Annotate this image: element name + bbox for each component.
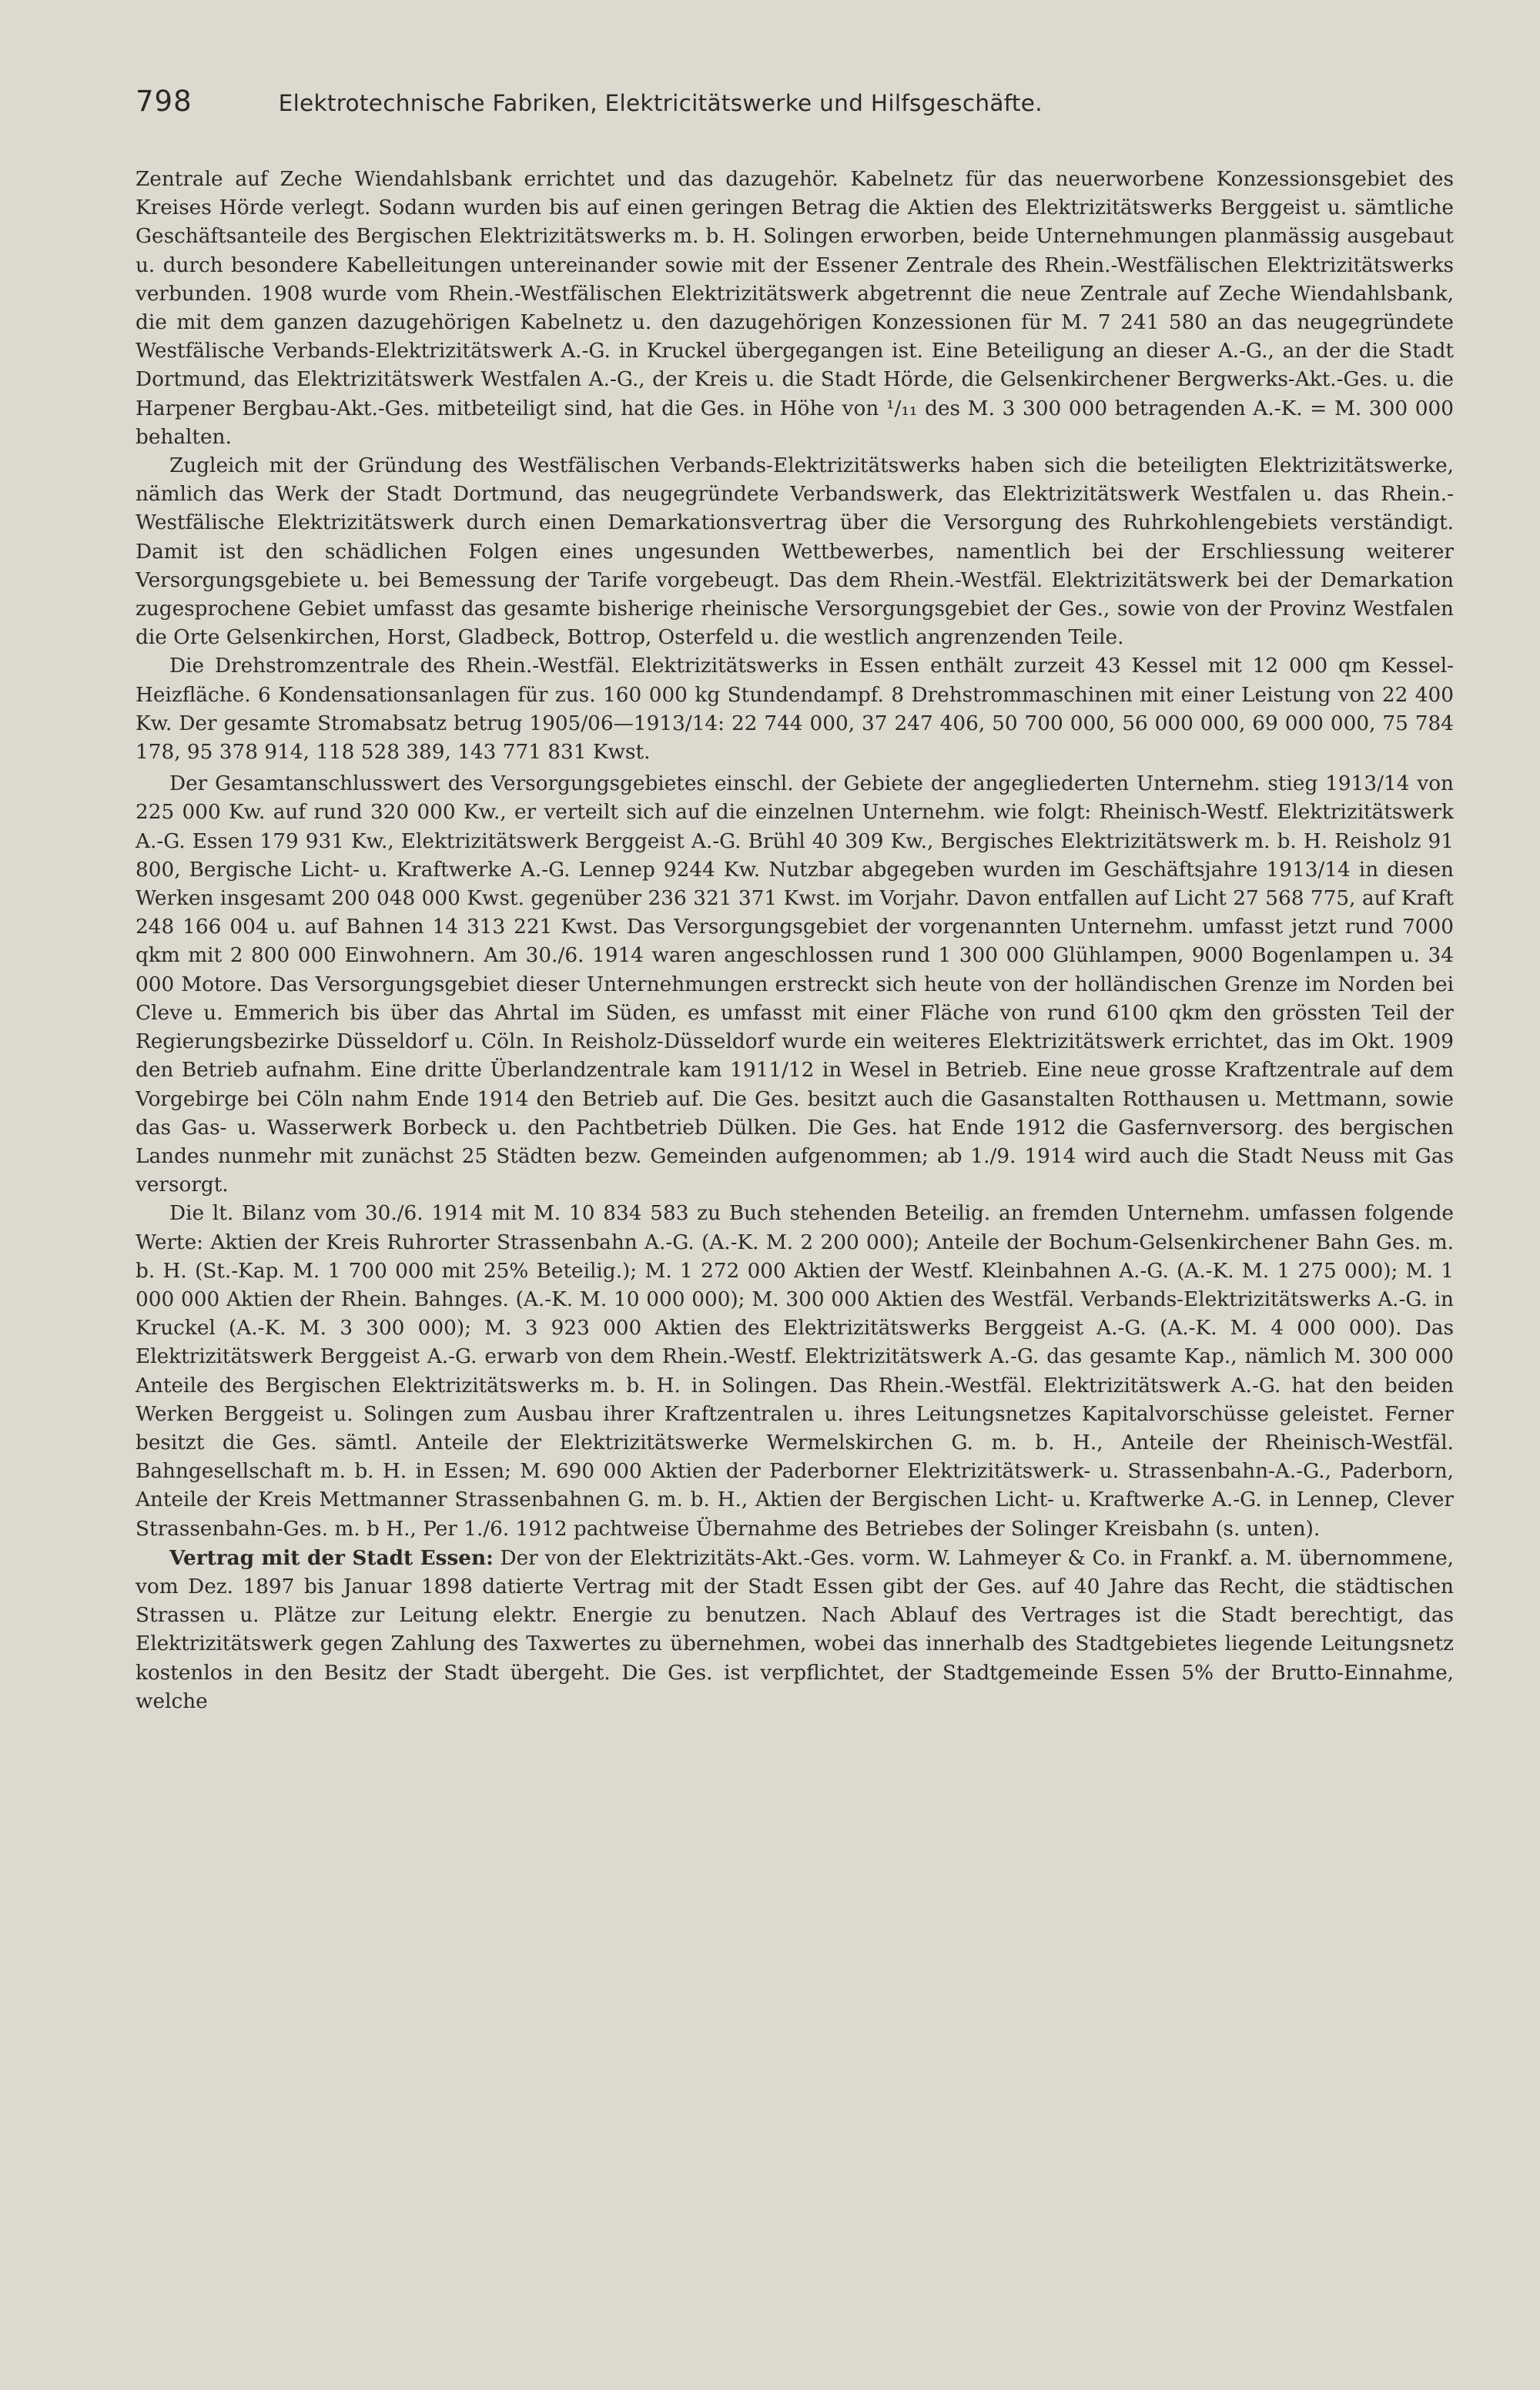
section-text: Der von der Elektrizitäts-Akt.-Ges. vorm. W. Lahmeyer & Co. in Frankf. a. M. übernommene, vom Dez. 1897 bis Januar 1898 datierte Vertrag mit der Stadt Essen gibt der Ges. auf 40 Jahre das Recht, die städtischen Strassen u. Plätze zur Leitung elektr. Energie zu benutzen. Nach Ablauf des Vertrages ist die Stadt berechtigt, das Elektrizitätswerk gegen Zahlung des Taxwertes zu übernehmen, wobei das innerhalb des Stadtgebietes liegende Leitungsnetz kostenlos in den Besitz der Stadt übergeht. Die Ges. ist verpflichtet, der Stadtgemeinde Essen 5% der Brutto-Einnahme, welche <box>136 1546 1454 1713</box>
paragraph-drehstromzentrale: Die Drehstromzentrale des Rhein.-Westfäl. Elektrizitätswerks in Essen enthält zurzeit 43 Kessel mit 12 000 qm Kessel-Heizfläche. 6 Kondensationsanlagen für zus. 160 000 kg Stundendampf. 8 Drehstrommaschinen mit einer Leistung von 22 400 Kw. Der gesamte Stromabsatz betrug 1905/06—1913/14: 22 744 000, 37 247 406, 50 700 000, 56 000 000, 69 000 000, 75 784 178, 95 378 914, 118 528 389, 143 771 831 Kwst. <box>136 654 1454 765</box>
paragraph-demarkation: Zugleich mit der Gründung des Westfälischen Verbands-Elektrizitätswerks haben sich die beteiligten Elektrizitätswerke, nämlich das Werk der Stadt Dortmund, das neugegründete Verbandswerk, das Elektrizitätswerk Westfalen u. das Rhein.-Westfälische Elektrizitätswerk durch einen Demarkationsvertrag über die Versorgung des Ruhrkohlengebiets verständigt. Damit ist den schädlichen Folgen eines ungesunden Wettbewerbes, namentlich bei der Erschliessung weiterer Versorgungsgebiete u. bei Bemessung der Tarife vorgebeugt. Das dem Rhein.-Westfäl. Elektrizitätswerk bei der Demarkation zugesprochene Gebiet umfasst das gesamte bisherige rheinische Versorgungsgebiet der Ges., sowie von der Provinz Westfalen die Orte Gelsenkirchen, Horst, Gladbeck, Bottrop, Osterfeld u. die westlich angrenzenden Teile. <box>136 454 1454 650</box>
section-heading: Vertrag mit der Stadt Essen: <box>169 1545 494 1570</box>
paragraph-wiendahlsbank: Zentrale auf Zeche Wiendahlsbank errichtet und das dazugehör. Kabelnetz für das neuerworbene Konzessionsgebiet des Kreises Hörde verlegt. Sodann wurden bis auf einen geringen Betrag die Aktien des Elektrizitätswerks Berggeist u. sämtliche Geschäftsanteile des Bergischen Elektrizitätswerks m. b. H. Solingen erworben, beide Unternehmungen planmässig ausgebaut u. durch besondere Kabelleitungen untereinander sowie mit der Essener Zentrale des Rhein.-Westfälischen Elektrizitätswerks verbunden. 1908 wurde vom Rhein.-Westfälischen Elektrizitätswerk abgetrennt die neue Zentrale auf Zeche Wiendahlsbank, die mit dem ganzen dazugehörigen Kabelnetz u. den dazugehörigen Konzessionen für M. 7 241 580 an das neugegründete Westfälische Verbands-Elektrizitätswerk A.-G. in Kruckel übergegangen ist. Eine Beteiligung an dieser A.-G., an der die Stadt Dortmund, das Elektrizitätswerk Westfalen A.-G., der Kreis u. die Stadt Hörde, die Gelsenkirchener Bergwerks-Akt.-Ges. u. die Harpener Bergbau-Akt.-Ges. mitbeteiligt sind, hat die Ges. in Höhe von ¹/₁₁ des M. 3 300 000 betragenden A.-K. = M. 300 000 behalten. <box>136 168 1454 449</box>
body-text <box>136 166 1454 1716</box>
page-number: 798 <box>136 85 192 118</box>
running-head <box>136 85 1454 118</box>
paragraph-vertrag-essen <box>136 1544 1454 1716</box>
paragraph-gesamtanschlusswert: Der Gesamtanschlusswert des Versorgungsgebietes einschl. der Gebiete der angegliederten Unternehm. stieg 1913/14 von 225 000 Kw. auf rund 320 000 Kw., er verteilt sich auf die einzelnen Unternehm. wie folgt: Rheinisch-Westf. Elektrizitätswerk A.-G. Essen 179 931 Kw., Elektrizitätswerk Berggeist A.-G. Brühl 40 309 Kw., Bergisches Elektrizitätswerk m. b. H. Reisholz 91 800, Bergische Licht- u. Kraftwerke A.-G. Lennep 9244 Kw. Nutzbar abgegeben wurden im Geschäftsjahre 1913/14 in diesen Werken insgesamt 200 048 000 Kwst. gegenüber 236 321 371 Kwst. im Vorjahr. Davon entfallen auf Licht 27 568 775, auf Kraft 248 166 004 u. auf Bahnen 14 313 221 Kwst. Das Versorgungsgebiet der vorgenannten Unternehm. umfasst jetzt rund 7000 qkm mit 2 800 000 Einwohnern. Am 30./6. 1914 waren angeschlossen rund 1 300 000 Glühlampen, 9000 Bogenlampen u. 34 000 Motore. Das Versorgungsgebiet dieser Unternehmungen erstreckt sich heute von der holländischen Grenze im Norden bei Cleve u. Emmerich bis über das Ahrtal im Süden, es umfasst mit einer Fläche von rund 6100 qkm den grössten Teil der Regierungsbezirke Düsseldorf u. Cöln. In Reisholz-Düsseldorf wurde ein weiteres Elektrizitätswerk errichtet, das im Okt. 1909 den Betrieb aufnahm. Eine dritte Überlandzentrale kam 1911/12 in Wesel in Betrieb. Eine neue grosse Kraftzentrale auf dem Vorgebirge bei Cöln nahm Ende 1914 den Betrieb auf. Die Ges. besitzt auch die Gasanstalten Rotthausen u. Mettmann, sowie das Gas- u. Wasserwerk Borbeck u. den Pachtbetrieb Dülken. Die Ges. hat Ende 1912 die Gasfernversorg. des bergischen Landes nunmehr mit zunächst 25 Städten bezw. Gemeinden aufgenommen; ab 1./9. 1914 wird auch die Stadt Neuss mit Gas versorgt. <box>136 772 1454 1197</box>
paragraph-beteiligungen: Die lt. Bilanz vom 30./6. 1914 mit M. 10 834 583 zu Buch stehenden Beteilig. an fremden Unternehm. umfassen folgende Werte: Aktien der Kreis Ruhrorter Strassenbahn A.-G. (A.-K. M. 2 200 000); Anteile der Bochum-Gelsenkirchener Bahn Ges. m. b. H. (St.-Kap. M. 1 700 000 mit 25% Beteilig.); M. 1 272 000 Aktien der Westf. Kleinbahnen A.-G. (A.-K. M. 1 275 000); M. 1 000 000 Aktien der Rhein. Bahnges. (A.-K. M. 10 000 000); M. 300 000 Aktien des Westfäl. Verbands-Elektrizitätswerks A.-G. in Kruckel (A.-K. M. 3 300 000); M. 3 923 000 Aktien des Elektrizitätswerks Berggeist A.-G. (A.-K. M. 4 000 000). Das Elektrizitätswerk Berggeist A.-G. erwarb von dem Rhein.-Westf. Elektrizitätswerk A.-G. das gesamte Kap., nämlich M. 300 000 Anteile des Bergischen Elektrizitätswerks m. b. H. in Solingen. Das Rhein.-Westfäl. Elektrizitätswerk A.-G. hat den beiden Werken Berggeist u. Solingen zum Ausbau ihrer Kraftzentralen u. ihres Leitungsnetzes Kapitalvorschüsse geleistet. Ferner besitzt die Ges. sämtl. Anteile der Elektrizitätswerke Wermelskirchen G. m. b. H., Anteile der Rheinisch-Westfäl. Bahngesellschaft m. b. H. in Essen; M. 690 000 Aktien der Paderborner Elektrizitätswerk- u. Strassenbahn-A.-G., Paderborn, Anteile der Kreis Mettmanner Strassenbahnen G. m. b. H., Aktien der Bergischen Licht- u. Kraftwerke A.-G. in Lennep, Clever Strassenbahn-Ges. m. b H., Per 1./6. 1912 pachtweise Übernahme des Betriebes der Solinger Kreisbahn (s. unten). <box>136 1202 1454 1541</box>
running-title: Elektrotechnische Fabriken, Elektricitätswerke und Hilfsgeschäfte. <box>278 90 1043 116</box>
